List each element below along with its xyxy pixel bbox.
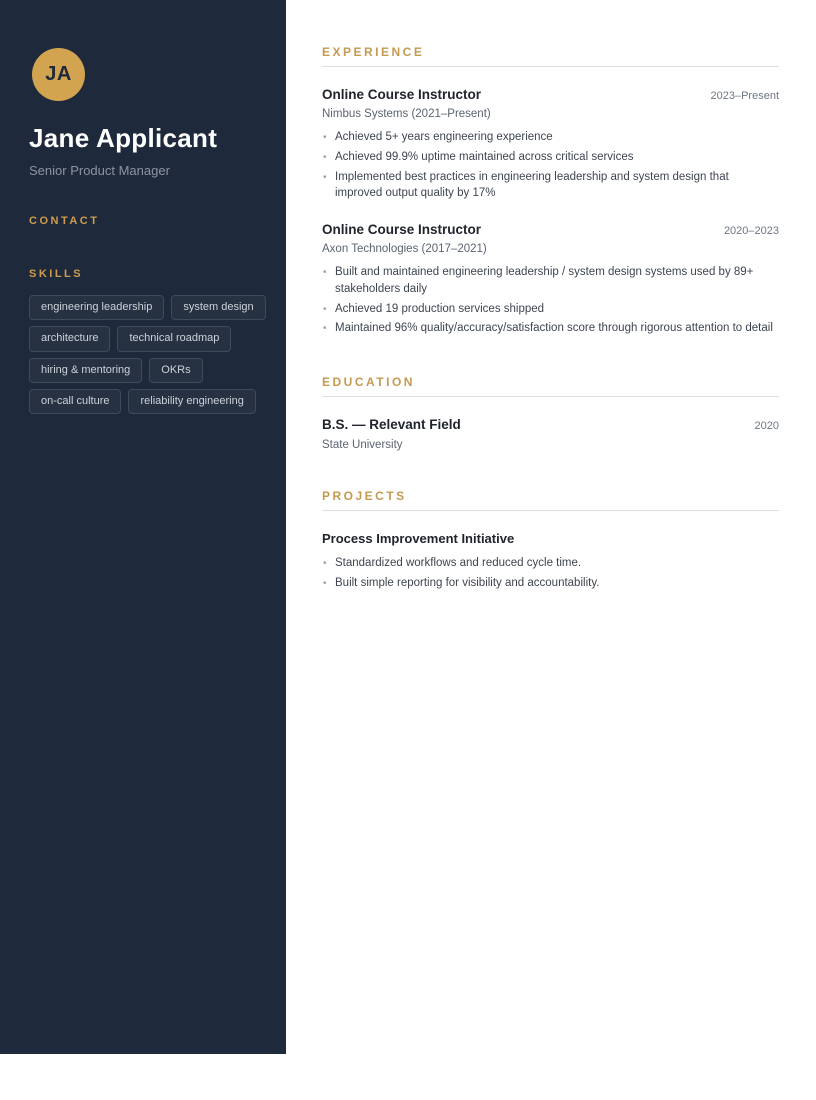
projects-section (322, 489, 779, 592)
projects-heading: PROJECTS (322, 489, 779, 511)
person-name: Jane Applicant (29, 123, 218, 153)
sidebar (0, 0, 286, 1054)
experience-heading: EXPERIENCE (322, 45, 779, 67)
experience-item-header (322, 87, 779, 102)
skills-list (29, 295, 266, 414)
person-job-title: Senior Product Manager (29, 163, 170, 178)
skill-tag: architecture (29, 326, 110, 351)
project-bullets (322, 555, 779, 592)
job-bullets (322, 264, 779, 337)
education-item (322, 417, 779, 451)
skill-tag: OKRs (149, 358, 202, 383)
job-bullet: • Achieved 99.9% uptime maintained across critical services (322, 149, 779, 166)
degree-title: B.S. — Relevant Field (322, 417, 461, 433)
job-dates: 2023–Present (710, 90, 779, 102)
avatar (32, 48, 85, 101)
experience-item-header (322, 222, 779, 237)
job-company: Nimbus Systems (2021–Present) (322, 108, 491, 120)
school-name: State University (322, 439, 403, 452)
education-item-header (322, 417, 779, 432)
job-bullet: • Maintained 96% quality/accuracy/satisfaction score through rigorous attention to detail (322, 320, 779, 337)
job-company: Axon Technologies (2017–2021) (322, 243, 487, 256)
skill-tag: engineering leadership (29, 295, 164, 320)
experience-item (322, 87, 779, 202)
skill-tag: on-call culture (29, 389, 121, 414)
skill-tag: reliability engineering (128, 389, 255, 414)
job-bullet: • Achieved 19 production services shipped (322, 301, 779, 318)
skill-tag: technical roadmap (117, 326, 231, 351)
job-title: Online Course Instructor (322, 222, 482, 238)
project-bullet: • Standardized workflows and reduced cycle time. (322, 555, 779, 572)
contact-heading: CONTACT (29, 215, 100, 227)
experience-section (322, 45, 779, 337)
job-bullet: • Built and maintained engineering leadership / system design systems used by 89+ stakeholders daily (322, 264, 779, 298)
experience-item (322, 222, 779, 337)
skill-tag: hiring & mentoring (29, 358, 142, 383)
job-title: Online Course Instructor (322, 87, 482, 102)
project-title: Process Improvement Initiative (322, 531, 515, 547)
degree-dates: 2020 (754, 420, 779, 433)
job-bullet: • Achieved 5+ years engineering experience (322, 129, 779, 146)
avatar-initials: JA (45, 63, 72, 85)
main-content (286, 0, 816, 630)
job-dates: 2020–2023 (723, 225, 779, 238)
job-bullet: • Implemented best practices in engineering leadership and system design that improved output quality by 17% (322, 169, 779, 203)
skill-tag: system design (171, 295, 265, 320)
job-bullets (322, 129, 779, 202)
project-item (322, 531, 779, 592)
education-heading: EDUCATION (322, 375, 779, 397)
education-section (322, 375, 779, 451)
project-bullet: • Built simple reporting for visibility and accountability. (322, 575, 779, 592)
skills-heading: SKILLS (29, 268, 84, 280)
